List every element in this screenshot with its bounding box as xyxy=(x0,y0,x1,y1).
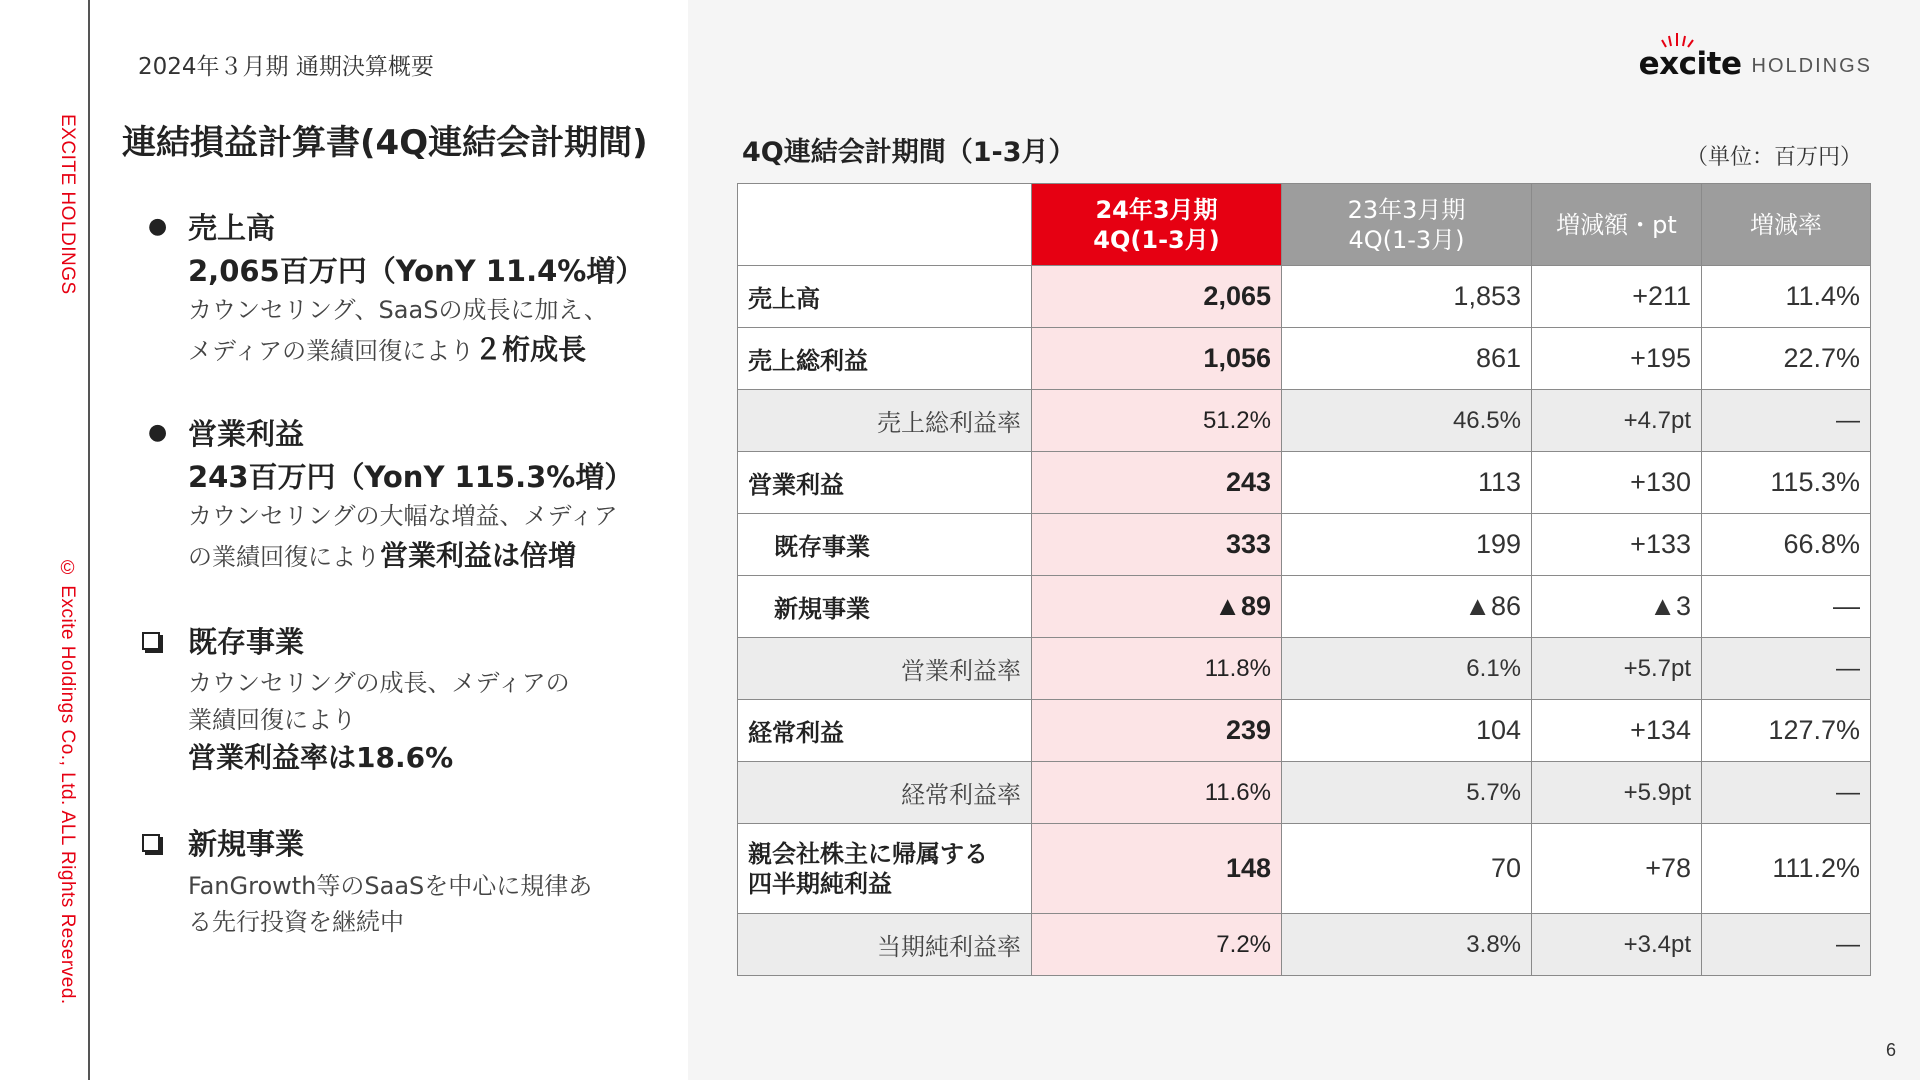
summary-heading: 既存事業 xyxy=(188,625,305,659)
cell-change: +133 xyxy=(1532,514,1702,576)
sidebar-copyright: © Excite Holdings Co., Ltd. ALL Rights Reserved. xyxy=(57,558,78,1005)
cell-change: ▲3 xyxy=(1532,576,1702,638)
header-text: 4Q(1-3月) xyxy=(1093,225,1220,254)
cell-rate: — xyxy=(1702,638,1871,700)
cell-rate: 22.7% xyxy=(1702,328,1871,390)
cell-rate: 111.2% xyxy=(1702,824,1871,914)
summary-line: カウンセリングの大幅な増益、メディア xyxy=(188,502,618,530)
cell-prior: 113 xyxy=(1282,452,1532,514)
cell-rate: — xyxy=(1702,762,1871,824)
cell-change: +134 xyxy=(1532,700,1702,762)
section-title: 2024年３月期 通期決算概要 xyxy=(138,54,434,80)
row-label: 経常利益率 xyxy=(738,762,1032,824)
cell-change: +4.7pt xyxy=(1532,390,1702,452)
row-label: 当期純利益率 xyxy=(738,914,1032,976)
cell-prior: 104 xyxy=(1282,700,1532,762)
summary-sales xyxy=(140,206,680,371)
summary-heading: 売上高 xyxy=(188,211,276,245)
header-prior-period xyxy=(1282,184,1532,266)
summary-line: 業績回復により xyxy=(188,706,356,734)
table-row-gross-profit xyxy=(738,328,1871,390)
cell-prior: 5.7% xyxy=(1282,762,1532,824)
summary-line-text: メディアの業績回復により xyxy=(188,337,475,365)
income-statement-table xyxy=(737,183,1871,976)
cell-prior: 46.5% xyxy=(1282,390,1532,452)
cell-rate: — xyxy=(1702,390,1871,452)
summary-heading: 新規事業 xyxy=(188,827,305,861)
summary-subheading: 2,065百万円（YonY 11.4%増） xyxy=(188,254,645,288)
cell-current: 243 xyxy=(1032,452,1282,514)
sidebar-company-name: EXCITE HOLDINGS xyxy=(57,114,78,295)
bullet-icon: ● xyxy=(148,420,168,445)
row-label xyxy=(738,824,1032,914)
excite-holdings-logo xyxy=(1639,46,1872,82)
summary-line-text: の業績回復により xyxy=(188,543,380,571)
summary-line xyxy=(140,536,680,577)
cell-current: 148 xyxy=(1032,824,1282,914)
table-row-operating-margin xyxy=(738,638,1871,700)
row-label: 売上高 xyxy=(738,266,1032,328)
header-rate: 増減率 xyxy=(1702,184,1871,266)
summary-heading: 営業利益 xyxy=(188,417,305,451)
table-row-existing-business xyxy=(738,514,1871,576)
summary-emphasis: 営業利益率は18.6% xyxy=(188,741,454,774)
summary-line: カウンセリングの成長、メディアの xyxy=(188,669,570,697)
summary-line: る先行投資を継続中 xyxy=(188,908,404,936)
header-text: 4Q(1-3月) xyxy=(1348,225,1465,254)
table-row-net-sales xyxy=(738,266,1871,328)
table-row-net-income xyxy=(738,824,1871,914)
summary-emphasis: 営業利益は倍増 xyxy=(380,539,577,572)
cell-prior: 3.8% xyxy=(1282,914,1532,976)
logo-text: excite xyxy=(1638,46,1742,82)
cell-current: 51.2% xyxy=(1032,390,1282,452)
cell-rate: 66.8% xyxy=(1702,514,1871,576)
cell-change: +5.7pt xyxy=(1532,638,1702,700)
summary-existing-business xyxy=(140,620,680,779)
table-row-operating-profit xyxy=(738,452,1871,514)
row-label: 売上総利益 xyxy=(738,328,1032,390)
checkbox-bullet-icon xyxy=(140,632,188,650)
cell-prior: 70 xyxy=(1282,824,1532,914)
row-label-text: 親会社株主に帰属する xyxy=(748,839,988,868)
cell-rate: — xyxy=(1702,914,1871,976)
table-row-new-business xyxy=(738,576,1871,638)
table-row-ordinary-margin xyxy=(738,762,1871,824)
table-row-ordinary-profit xyxy=(738,700,1871,762)
row-label: 新規事業 xyxy=(738,576,1032,638)
logo-subtext: HOLDINGS xyxy=(1751,55,1872,77)
header-current-period xyxy=(1032,184,1282,266)
summary-operating-profit xyxy=(140,412,680,577)
row-label: 営業利益 xyxy=(738,452,1032,514)
logo-word xyxy=(1639,46,1742,82)
row-label-text: 四半期純利益 xyxy=(748,869,892,898)
summary-new-business xyxy=(140,822,680,939)
cell-current: 7.2% xyxy=(1032,914,1282,976)
cell-current: 333 xyxy=(1032,514,1282,576)
cell-current: 11.8% xyxy=(1032,638,1282,700)
header-change: 増減額・pt xyxy=(1532,184,1702,266)
cell-change: +78 xyxy=(1532,824,1702,914)
cell-current: 11.6% xyxy=(1032,762,1282,824)
cell-change: +5.9pt xyxy=(1532,762,1702,824)
table-row-gross-margin xyxy=(738,390,1871,452)
cell-prior: 6.1% xyxy=(1282,638,1532,700)
unit-label: （単位：百万円） xyxy=(1685,145,1862,170)
header-text: 23年3月期 xyxy=(1347,195,1466,224)
row-label: 既存事業 xyxy=(738,514,1032,576)
summary-line xyxy=(140,330,680,371)
checkbox-bullet-icon xyxy=(140,834,188,852)
row-label: 営業利益率 xyxy=(738,638,1032,700)
cell-prior: 199 xyxy=(1282,514,1532,576)
cell-current: ▲89 xyxy=(1032,576,1282,638)
logo-rays-icon xyxy=(1661,32,1695,48)
cell-rate: 11.4% xyxy=(1702,266,1871,328)
header-text: 24年3月期 xyxy=(1095,195,1218,224)
cell-prior: 1,853 xyxy=(1282,266,1532,328)
cell-change: +3.4pt xyxy=(1532,914,1702,976)
side-divider xyxy=(88,0,90,1080)
cell-change: +211 xyxy=(1532,266,1702,328)
cell-rate: 115.3% xyxy=(1702,452,1871,514)
summary-emphasis: ２桁成長 xyxy=(474,333,587,366)
table-title: 4Q連結会計期間（1-3月） xyxy=(742,137,1076,168)
cell-change: +130 xyxy=(1532,452,1702,514)
page-title: 連結損益計算書(4Q連結会計期間) xyxy=(122,123,648,163)
cell-current: 239 xyxy=(1032,700,1282,762)
summary-line: カウンセリング、SaaSの成長に加え、 xyxy=(188,296,608,324)
cell-current: 2,065 xyxy=(1032,266,1282,328)
summary-subheading: 243百万円（YonY 115.3%増） xyxy=(188,460,634,494)
table-row-net-margin xyxy=(738,914,1871,976)
table-header-row xyxy=(738,184,1871,266)
cell-prior: ▲86 xyxy=(1282,576,1532,638)
row-label: 経常利益 xyxy=(738,700,1032,762)
row-label: 売上総利益率 xyxy=(738,390,1032,452)
cell-change: +195 xyxy=(1532,328,1702,390)
cell-rate: 127.7% xyxy=(1702,700,1871,762)
bullet-icon: ● xyxy=(148,214,168,239)
cell-rate: — xyxy=(1702,576,1871,638)
summary-line: FanGrowth等のSaaSを中心に規律あ xyxy=(188,872,593,900)
header-blank-cell xyxy=(738,184,1032,266)
cell-prior: 861 xyxy=(1282,328,1532,390)
cell-current: 1,056 xyxy=(1032,328,1282,390)
page-number: 6 xyxy=(1885,1040,1896,1060)
